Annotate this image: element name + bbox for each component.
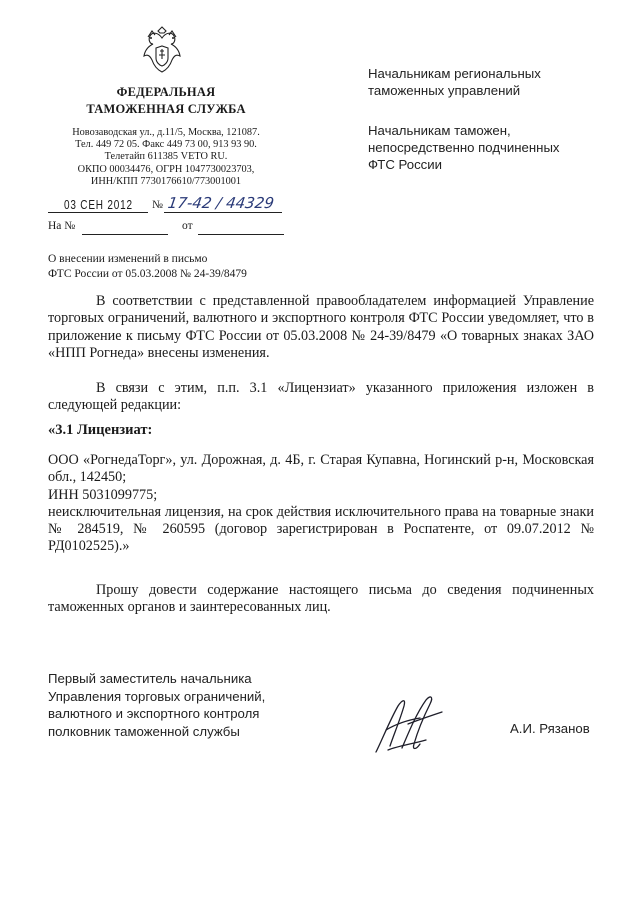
letter-subject: [48, 252, 308, 281]
reference-date-blank: [198, 234, 284, 235]
address-line: ОКПО 00034476, ОГРН 1047730023703,: [77, 163, 255, 175]
organization-name: [60, 84, 272, 118]
reference-row: [48, 220, 288, 238]
body-paragraph-1: В соответствии с представленной правообладателем информацией Управление торговых ограничений, валютного и экспортного контроля ФТС России уведомляет, что в приложение к письму ФТС России от 05.03.2008 № 24-39/8479 «О товарных знаках ЗАО «НПП Рогнеда» внесены изменения.: [48, 293, 594, 361]
signatory-title: [48, 670, 308, 741]
recipient-line: таможенных управлений: [368, 83, 521, 98]
address-line: Тел. 449 72 05. Факс 449 73 00, 913 93 90.: [75, 139, 257, 151]
signatory-title-line: Управления торговых ограничений,: [48, 688, 266, 704]
signer-name: А.И. Рязанов: [510, 721, 590, 736]
address-line: ИНН/КПП 7730176610/773001001: [90, 175, 242, 187]
recipient-line: ФТС России: [368, 157, 442, 172]
recipient-block-1: [368, 65, 618, 99]
registration-row: [48, 194, 288, 217]
address-line: Телетайп 611385 VETO RU.: [104, 151, 228, 163]
coat-of-arms-emblem: [140, 26, 184, 78]
signatory-title-line: Первый заместитель начальника: [48, 671, 252, 686]
licensee-details: [48, 452, 594, 556]
subject-line: ФТС России от 05.03.2008 № 24-39/8479: [48, 267, 247, 280]
recipient-block-2: [368, 122, 618, 173]
number-sign: №: [152, 199, 163, 211]
org-line-2: ТАМОЖЕННАЯ СЛУЖБА: [86, 102, 246, 116]
subject-line: О внесении изменений в письмо: [48, 253, 208, 265]
recipient-line: Начальникам таможен,: [368, 123, 511, 138]
signatory-title-line: валютного и экспортного контроля: [48, 706, 260, 722]
number-underline: [164, 212, 282, 213]
address-line: Новозаводская ул., д.11/5, Москва, 121087.: [72, 127, 260, 138]
signatory-title-line: полковник таможенной службы: [48, 724, 240, 740]
licensee-line: ИНН 5031099775;: [48, 486, 158, 503]
recipient-line: Начальникам региональных: [368, 66, 541, 81]
licensee-line: ООО «РогнедаТорг», ул. Дорожная, д. 4Б, г. Старая Купавна, Ногинский р-н, Московская обл., 142450;: [48, 452, 594, 486]
body-paragraph-request: Прошу довести содержание настоящего письма до сведения подчиненных таможенных органов и заинтересованных лиц.: [48, 582, 594, 616]
reference-date-label: от: [182, 220, 193, 232]
reference-number-label: На №: [48, 220, 76, 232]
handwritten-signature: [368, 690, 448, 760]
section-heading-licensee: «3.1 Лицензиат:: [48, 422, 153, 438]
org-line-1: ФЕДЕРАЛЬНАЯ: [116, 85, 216, 99]
licensee-line: неисключительная лицензия, на срок действия исключительного права на товарные знаки № 284519, № 260595 (договор зарегистрирован в Роспатенте, от 09.07.2012 № РД0102525).»: [48, 503, 594, 555]
body-paragraph-2: В связи с этим, п.п. 3.1 «Лицензиат» указанного приложения изложен в следующей редакции:: [48, 380, 594, 414]
recipient-line: непосредственно подчиненных: [368, 140, 560, 155]
reference-number-blank: [82, 234, 168, 235]
registration-date-stamp: 03 СЕН 2012: [64, 198, 133, 212]
date-underline: [48, 212, 148, 213]
organization-address: [48, 127, 284, 188]
registration-number-handwritten: 17-42 / 44329: [166, 194, 276, 212]
